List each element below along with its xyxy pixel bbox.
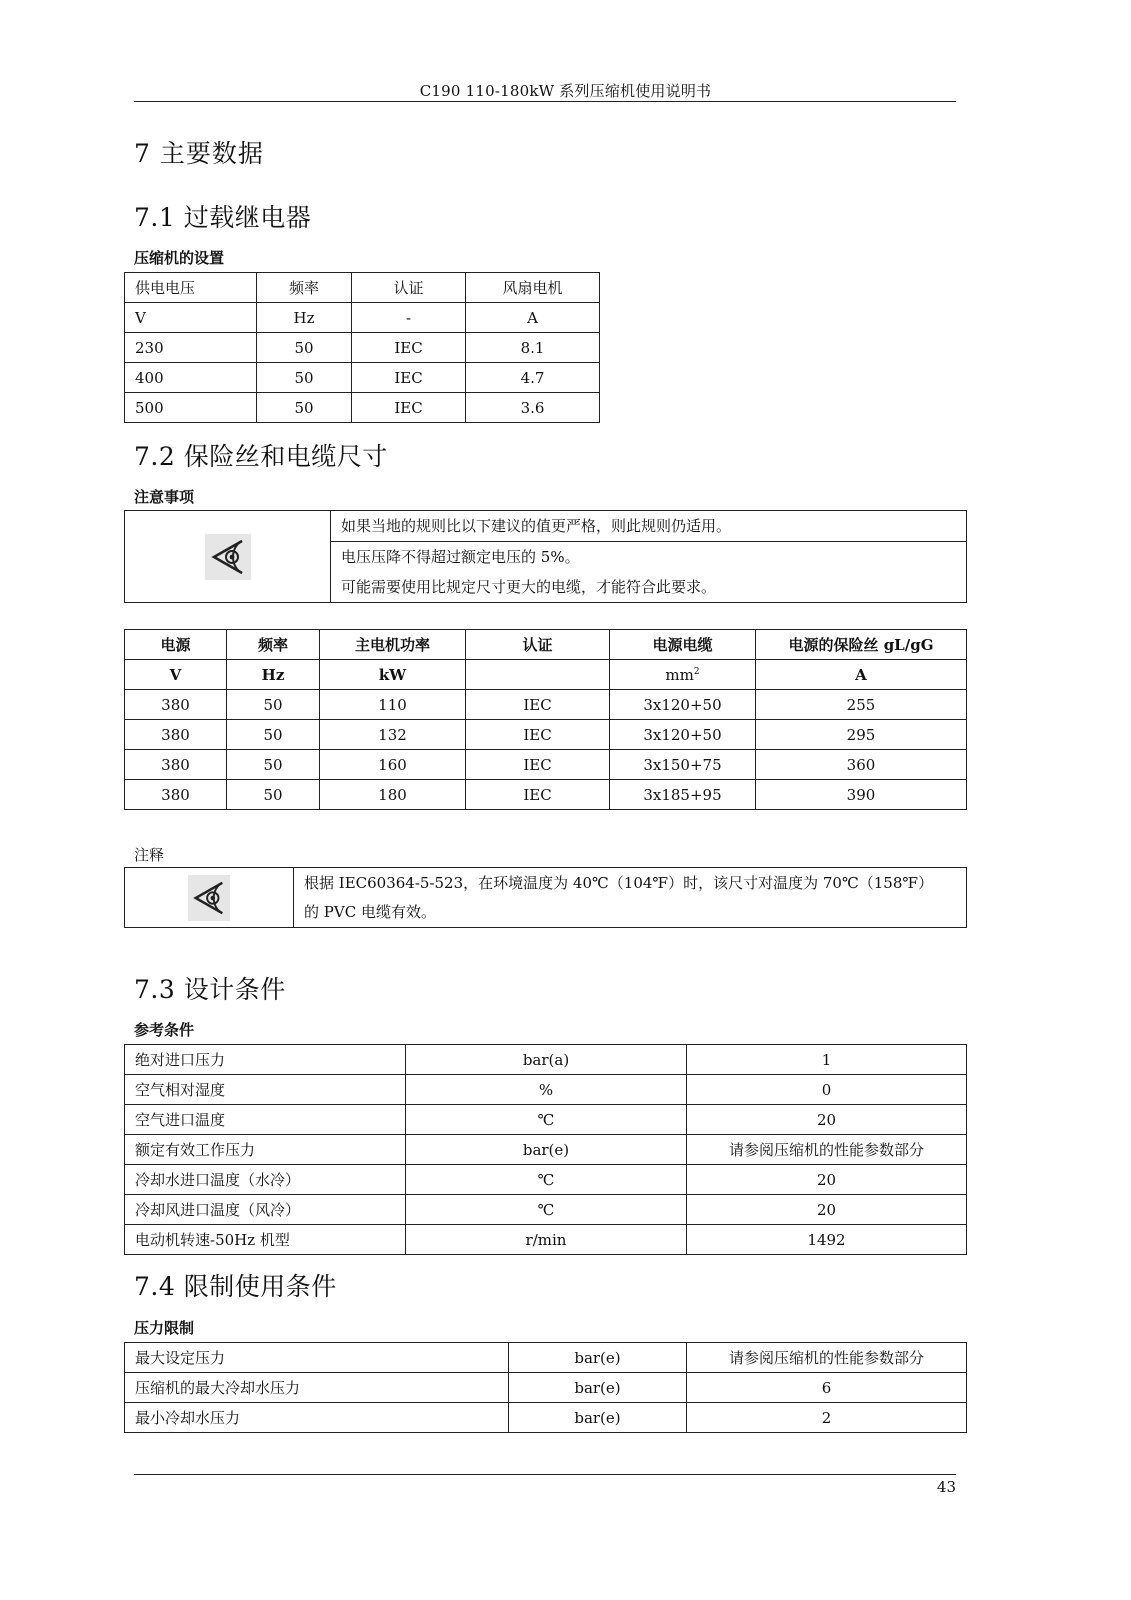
table-row (125, 1105, 967, 1135)
table-units-row (125, 660, 967, 690)
notice-text-2 (331, 542, 967, 603)
table-cell: 50 (227, 780, 320, 810)
section-7-3-title: 7.3 设计条件 (134, 975, 286, 1004)
unit-cell: V (125, 660, 227, 690)
notice-table (124, 510, 967, 603)
table-row (125, 1343, 967, 1373)
notice-line: 电压压降不得超过额定电压的 5%。 (341, 548, 580, 566)
unit-cell: $mm^2$ (610, 660, 756, 690)
table-cell: 50 (257, 393, 352, 423)
pressure-limits-table (124, 1342, 967, 1433)
table-row (125, 750, 967, 780)
table-cell: 132 (320, 720, 466, 750)
unit-cell: - (352, 303, 466, 333)
header-cell: 认证 (466, 630, 610, 660)
table-row (125, 1403, 967, 1433)
table-cell: IEC (466, 720, 610, 750)
table-cell: 8.1 (466, 333, 600, 363)
table-cell: ℃ (406, 1165, 687, 1195)
table-cell: 500 (125, 393, 257, 423)
table-row (125, 1075, 967, 1105)
header-cell: 风扇电机 (466, 273, 600, 303)
table-cell: IEC (352, 393, 466, 423)
table-cell: IEC (466, 780, 610, 810)
eye-note-icon (188, 875, 230, 921)
remark-text (294, 868, 967, 928)
notice-icon-cell (125, 511, 331, 603)
table-cell: bar(e) (509, 1343, 687, 1373)
table-row (125, 1373, 967, 1403)
table-row (125, 1045, 967, 1075)
document-header-title: C190 110-180kW 系列压缩机使用说明书 (419, 82, 712, 100)
table-cell: 0 (687, 1075, 967, 1105)
header-cell: 频率 (227, 630, 320, 660)
table-row (125, 1135, 967, 1165)
table-header-row (125, 273, 600, 303)
table-cell: 20 (687, 1105, 967, 1135)
table-cell: 380 (125, 750, 227, 780)
table-cell: 空气相对湿度 (125, 1075, 406, 1105)
header-cell: 供电电压 (125, 273, 257, 303)
table-cell: 20 (687, 1195, 967, 1225)
table-cell: 压缩机的最大冷却水压力 (125, 1373, 509, 1403)
footer-rule (134, 1474, 956, 1475)
table-cell: IEC (466, 750, 610, 780)
header-cell: 电源的保险丝 gL/gG (756, 630, 967, 660)
table-cell: ℃ (406, 1105, 687, 1135)
table-row (125, 363, 600, 393)
table-cell: 50 (227, 690, 320, 720)
table-cell: bar(e) (406, 1135, 687, 1165)
header-rule (134, 101, 956, 102)
table-cell: 冷却风进口温度（风冷） (125, 1195, 406, 1225)
section-7-4-caption: 压力限制 (134, 1319, 195, 1337)
table-cell: 295 (756, 720, 967, 750)
table-cell: 请参阅压缩机的性能参数部分 (687, 1343, 967, 1373)
header-cell: 频率 (257, 273, 352, 303)
table-row (125, 1165, 967, 1195)
remark-line: 的 PVC 电缆有效。 (304, 902, 436, 921)
unit-cell: Hz (227, 660, 320, 690)
table-cell: 20 (687, 1165, 967, 1195)
fuse-cable-table (124, 629, 967, 810)
table-cell: 绝对进口压力 (125, 1045, 406, 1075)
header-cell: 认证 (352, 273, 466, 303)
header-cell: 电源电缆 (610, 630, 756, 660)
table-cell: 额定有效工作压力 (125, 1135, 406, 1165)
table-cell: 50 (227, 720, 320, 750)
table-cell: 50 (227, 750, 320, 780)
table-cell: 255 (756, 690, 967, 720)
table-cell: 400 (125, 363, 257, 393)
table-cell: 请参阅压缩机的性能参数部分 (687, 1135, 967, 1165)
table-cell: 160 (320, 750, 466, 780)
table-row (125, 780, 967, 810)
table-cell: r/min (406, 1225, 687, 1255)
table-row (125, 333, 600, 363)
unit-cell: V (125, 303, 257, 333)
table-row (125, 690, 967, 720)
table-cell: 3.6 (466, 393, 600, 423)
table-cell: IEC (352, 333, 466, 363)
table-cell: 1492 (687, 1225, 967, 1255)
header-cell: 主电机功率 (320, 630, 466, 660)
table-row (125, 1225, 967, 1255)
table-cell: IEC (352, 363, 466, 393)
notice-text-1: 如果当地的规则比以下建议的值更严格，则此规则仍适用。 (331, 511, 967, 542)
overload-relay-table (124, 272, 600, 423)
section-7-4-title: 7.4 限制使用条件 (134, 1272, 337, 1301)
table-cell: 1 (687, 1045, 967, 1075)
table-cell: 230 (125, 333, 257, 363)
unit-cell: kW (320, 660, 466, 690)
table-cell: 110 (320, 690, 466, 720)
table-cell: 360 (756, 750, 967, 780)
table-cell: 4.7 (466, 363, 600, 393)
table-cell: 最小冷却水压力 (125, 1403, 509, 1433)
section-7-2-caption: 注意事项 (134, 488, 195, 506)
remark-line: 根据 IEC60364-5-523，在环境温度为 40℃（104℉）时，该尺寸对温度为 70℃（158℉） (304, 873, 934, 892)
table-cell: 50 (257, 363, 352, 393)
table-cell: % (406, 1075, 687, 1105)
table-cell: 空气进口温度 (125, 1105, 406, 1135)
remark-caption: 注释 (134, 846, 165, 864)
table-cell: IEC (466, 690, 610, 720)
unit-cell: A (466, 303, 600, 333)
table-cell: 390 (756, 780, 967, 810)
header-cell: 电源 (125, 630, 227, 660)
table-cell: 380 (125, 720, 227, 750)
table-cell: 3x120+50 (610, 720, 756, 750)
section-7-title: 7 主要数据 (134, 139, 264, 168)
table-cell: bar(a) (406, 1045, 687, 1075)
section-7-3-caption: 参考条件 (134, 1021, 195, 1039)
section-7-1-caption: 压缩机的设置 (134, 249, 225, 267)
section-7-2-title: 7.2 保险丝和电缆尺寸 (134, 442, 388, 471)
table-cell: 6 (687, 1373, 967, 1403)
eye-note-icon (205, 534, 251, 580)
table-cell: 3x150+75 (610, 750, 756, 780)
table-cell: bar(e) (509, 1403, 687, 1433)
table-cell: 2 (687, 1403, 967, 1433)
section-7-1-title: 7.1 过载继电器 (134, 203, 312, 232)
table-cell: 3x120+50 (610, 690, 756, 720)
table-row (125, 1195, 967, 1225)
table-row (125, 393, 600, 423)
table-cell: 电动机转速-50Hz 机型 (125, 1225, 406, 1255)
table-cell: 380 (125, 780, 227, 810)
table-cell: 180 (320, 780, 466, 810)
remark-table (124, 867, 967, 928)
table-cell: 冷却水进口温度（水冷） (125, 1165, 406, 1195)
remark-icon-cell (125, 868, 294, 928)
table-cell: ℃ (406, 1195, 687, 1225)
unit-cell: A (756, 660, 967, 690)
table-cell: 3x185+95 (610, 780, 756, 810)
unit-cell (466, 660, 610, 690)
page-number: 43 (936, 1478, 956, 1496)
unit-cell: Hz (257, 303, 352, 333)
design-conditions-table (124, 1044, 967, 1255)
table-cell: 380 (125, 690, 227, 720)
table-cell: bar(e) (509, 1373, 687, 1403)
notice-line: 可能需要使用比规定尺寸更大的电缆，才能符合此要求。 (341, 578, 717, 596)
table-header-row (125, 630, 967, 660)
table-cell: 最大设定压力 (125, 1343, 509, 1373)
table-cell: 50 (257, 333, 352, 363)
table-units-row (125, 303, 600, 333)
table-row (125, 720, 967, 750)
